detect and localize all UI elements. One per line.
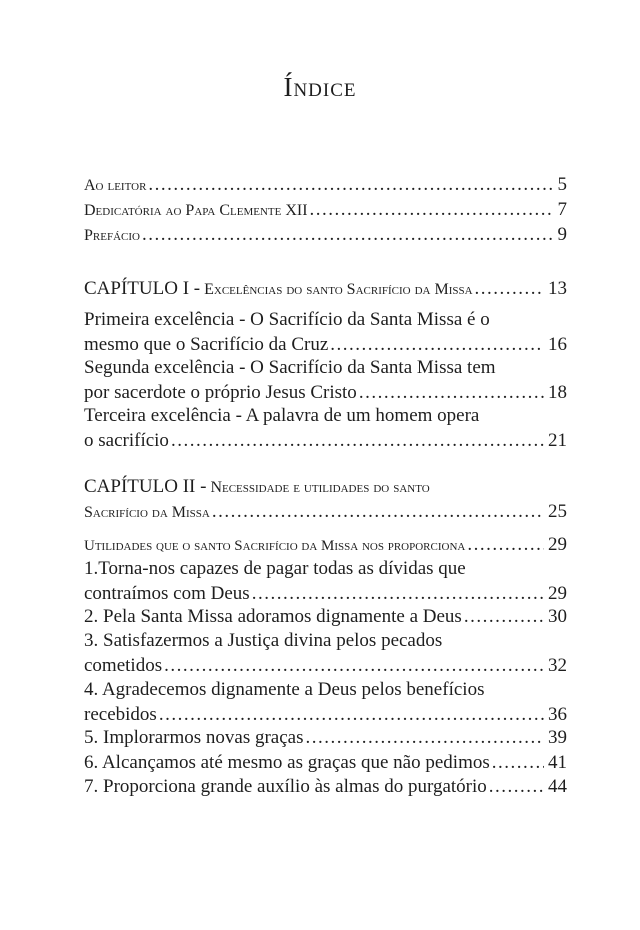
toc-page-number: 21 [548,430,567,451]
toc-page-number: 30 [548,606,567,627]
chapter-number: CAPÍTULO I - [84,278,201,299]
toc-entry-item-5[interactable] [84,725,567,750]
toc-entry-label: Dedicatória ao Papa Clemente XII [84,202,308,219]
toc-page-number: 39 [548,727,567,748]
toc-entry-label: o sacrifício [84,430,169,451]
toc-entry-label: por sacerdote o próprio Jesus Cristo [84,382,357,403]
toc-entry-utilidades[interactable] [84,532,567,557]
toc-page-number: 16 [548,334,567,355]
toc-entry-item-2[interactable] [84,604,567,629]
toc-chapter-1[interactable] [84,276,567,301]
dot-leader [142,222,554,247]
dot-leader [148,172,553,197]
toc-chapter-2[interactable] [84,474,567,524]
dot-leader [159,702,544,727]
toc-entry-segunda-excelencia[interactable] [84,355,567,405]
toc-entry-item-6[interactable] [84,750,567,775]
page-title: Índice [283,72,357,102]
toc-entry-label: Utilidades que o santo Sacrifício da Missa nos proporciona [84,538,466,554]
toc-entry-label: 7. Proporciona grande auxílio às almas do purgatório [84,776,487,797]
dot-leader [171,428,544,453]
toc-page-number: 5 [557,174,567,195]
toc-page-number: 7 [557,199,567,220]
toc-entry-item-7[interactable] [84,774,567,799]
dot-leader [489,774,544,799]
toc-entry-primeira-excelencia[interactable] [84,307,567,357]
toc-entry-label: mesmo que o Sacrifício da Cruz [84,334,329,355]
toc-page-number: 36 [548,704,567,725]
toc-entry-item-1[interactable] [84,556,567,606]
toc-entry-label: cometidos [84,655,163,676]
toc-page-number: 41 [548,752,567,773]
dot-leader [475,276,544,301]
toc-entry-prefacio[interactable] [84,222,567,247]
chapter-title: Necessidade e utilidades do santo [210,479,430,496]
dot-leader [306,725,545,750]
toc-entry-item-3[interactable] [84,628,567,678]
dot-leader [164,653,544,678]
toc-entry-label: 1.Torna-nos capazes de pagar todas as dívidas que [84,558,466,579]
toc-entry-label: Prefácio [84,227,140,244]
toc-page-number: 32 [548,655,567,676]
dot-leader [252,581,544,606]
toc-entry-label: 2. Pela Santa Missa adoramos dignamente a Deus [84,606,462,627]
toc-page-number: 13 [548,278,567,299]
dot-leader [464,604,544,629]
toc-page-number: 25 [548,501,567,522]
toc-page-number: 9 [557,224,567,245]
toc-entry-item-4[interactable] [84,677,567,727]
toc-page-number: 29 [548,583,567,604]
chapter-title-cont: Sacrifício da Missa [84,504,210,521]
toc-entry-dedicatoria[interactable] [84,197,567,222]
toc-entry-ao-leitor[interactable] [84,172,567,197]
chapter-number: CAPÍTULO II - [84,476,207,497]
toc-entry-label: 4. Agradecemos dignamente a Deus pelos benefícios [84,679,485,700]
dot-leader [310,197,554,222]
toc-entry-terceira-excelencia[interactable] [84,403,567,453]
toc-page-number: 44 [548,776,567,797]
toc-entry-label: recebidos [84,704,157,725]
dot-leader [212,499,544,524]
dot-leader [492,750,544,775]
chapter-title: Excelências do santo Sacrifício da Missa [204,281,473,298]
toc-page-number: 18 [548,382,567,403]
dot-leader [467,532,544,557]
toc-entry-label: 3. Satisfazermos a Justiça divina pelos pecados [84,630,443,651]
dot-leader [330,332,544,357]
toc-entry-label: Primeira excelência - O Sacrifício da Santa Missa é o [84,309,490,330]
toc-entry-label: contraímos com Deus [84,583,250,604]
toc-entry-label: 6. Alcançamos até mesmo as graças que não pedimos [84,752,490,773]
dot-leader [359,380,544,405]
toc-entry-label: Terceira excelência - A palavra de um homem opera [84,405,480,426]
toc-entry-label: 5. Implorarmos novas graças [84,727,304,748]
toc-entry-label: Segunda excelência - O Sacrifício da Santa Missa tem [84,357,496,378]
toc-page-number: 29 [548,534,567,555]
toc-entry-label: Ao leitor [84,177,147,194]
